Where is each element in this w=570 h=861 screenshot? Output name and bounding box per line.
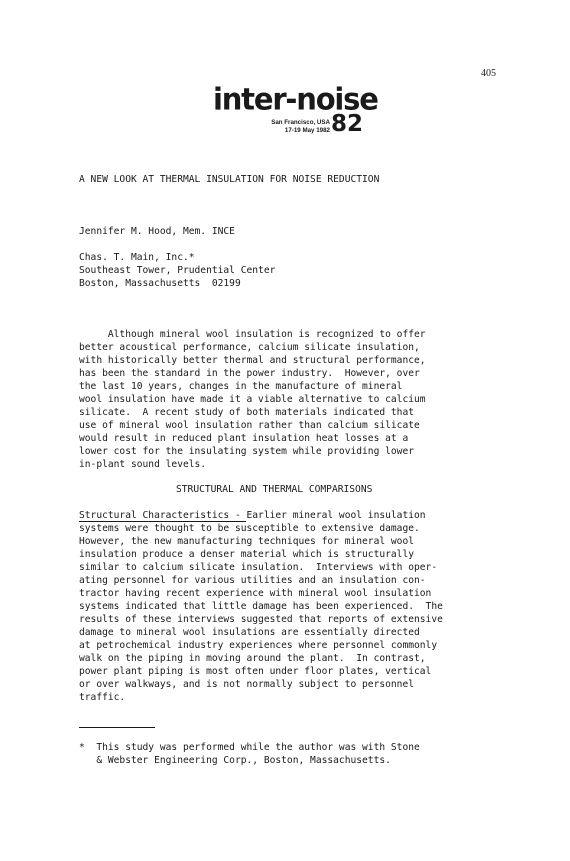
body-text: [79, 509, 443, 704]
author-name: Jennifer M. Hood, Mem. INCE: [79, 226, 235, 237]
footnote: [79, 741, 420, 767]
abstract-line: has been the standard in the power industry. However, over: [79, 368, 420, 379]
body-line: systems indicated that little damage has been experienced. The: [79, 601, 443, 612]
section-heading: STRUCTURAL AND THERMAL COMPARISONS: [176, 484, 373, 495]
page-number: 405: [481, 68, 496, 79]
author-affiliation: [79, 251, 275, 290]
body-line: or over walkways, and is not normally subject to personnel: [79, 679, 415, 690]
abstract-line: use of mineral wool insulation rather than calcium silicate: [79, 420, 420, 431]
abstract: [79, 328, 426, 471]
body-line: tractor having recent experience with mineral wool insulation: [79, 588, 432, 599]
body-line: power plant piping is most often under floor plates, vertical: [79, 666, 432, 677]
abstract-line: wool insulation have made it a viable alternative to calcium: [79, 394, 426, 405]
conference-logo-year: 82: [331, 111, 364, 137]
abstract-line: in-plant sound levels.: [79, 459, 207, 470]
affiliation-line: Boston, Massachusetts 02199: [79, 278, 241, 289]
footnote-line: * This study was performed while the author was with Stone: [79, 742, 420, 753]
body-line: traffic.: [79, 692, 126, 703]
body-line: Structural Characteristics - Earlier mineral wool insulation: [79, 510, 426, 521]
conference-logo-location: [248, 119, 330, 135]
body-line: at petrochemical industry experiences where personnel commonly: [79, 640, 438, 651]
abstract-line: would result in reduced plant insulation heat losses at a: [79, 433, 409, 444]
abstract-line: Although mineral wool insulation is recognized to offer: [79, 329, 426, 340]
body-line: damage to mineral wool insulations are essentially directed: [79, 627, 420, 638]
body-line: similar to calcium silicate insulation. Interviews with oper-: [79, 562, 438, 573]
paper-title: A NEW LOOK AT THERMAL INSULATION FOR NOISE REDUCTION: [79, 174, 380, 185]
abstract-line: the last 10 years, changes in the manufacture of mineral: [79, 381, 403, 392]
body-line: ating personnel for various utilities and an insulation con-: [79, 575, 426, 586]
body-line: walk on the piping in moving around the plant. In contrast,: [79, 653, 426, 664]
footnote-rule: [79, 727, 155, 728]
abstract-line: lower cost for the insulating system while providing lower: [79, 446, 415, 457]
footnote-line: & Webster Engineering Corp., Boston, Massachusetts.: [79, 755, 391, 766]
abstract-line: silicate. A recent study of both materials indicated that: [79, 407, 415, 418]
body-line: systems were thought to be susceptible to extensive damage.: [79, 523, 420, 534]
body-line: However, the new manufacturing techniques for mineral wool: [79, 536, 415, 547]
body-line: results of these interviews suggested that reports of extensive: [79, 614, 443, 625]
conference-dates: 17-19 May 1982: [284, 127, 330, 134]
abstract-line: with historically better thermal and structural performance,: [79, 355, 426, 366]
affiliation-line: Southeast Tower, Prudential Center: [79, 265, 276, 276]
abstract-line: better acoustical performance, calcium silicate insulation,: [79, 342, 420, 353]
conference-logo-wordmark: inter-noise: [213, 81, 378, 117]
affiliation-line: Chas. T. Main, Inc.*: [79, 252, 195, 263]
conference-location: San Francisco, USA: [271, 119, 330, 126]
body-line: insulation produce a denser material which is structurally: [79, 549, 415, 560]
run-in-heading-underline: [79, 521, 246, 522]
